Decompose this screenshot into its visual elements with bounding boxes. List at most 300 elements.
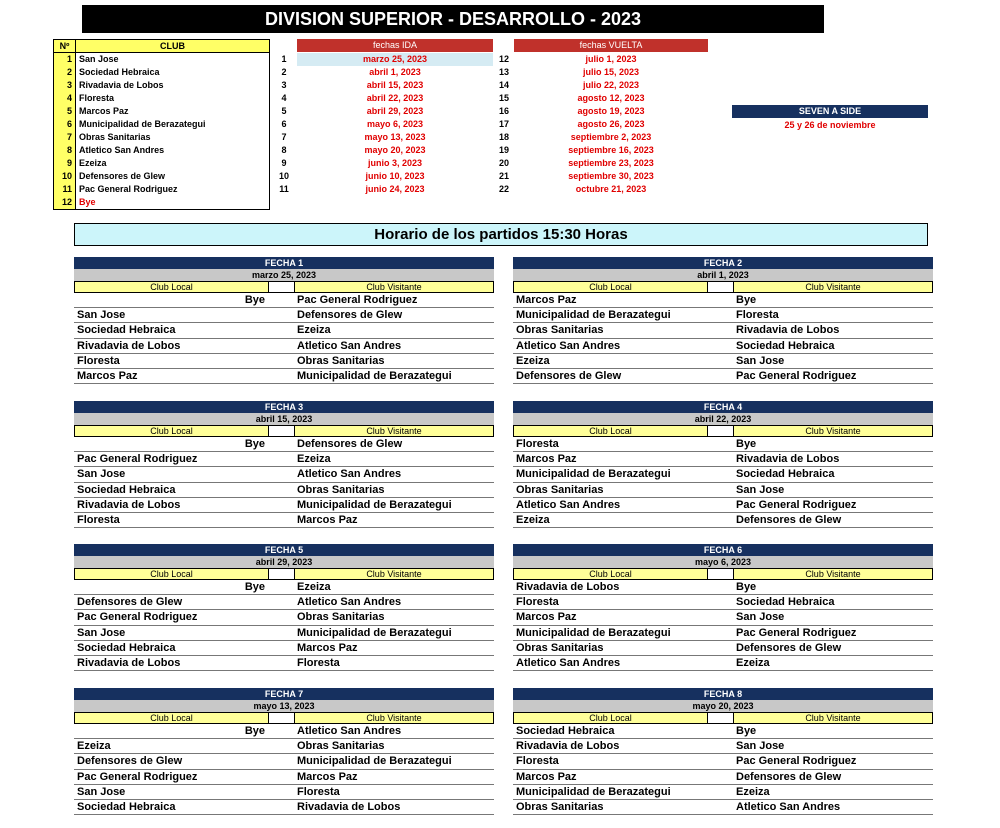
column-headers	[74, 568, 494, 580]
local-club: San Jose	[77, 785, 126, 798]
fecha-ida-number: 1	[281, 54, 287, 64]
visiting-club: Rivadavia de Lobos	[736, 324, 840, 337]
local-club: Atletico San Andres	[516, 656, 621, 669]
match-row	[513, 308, 933, 323]
visiting-club: Pac General Rodriguez	[736, 498, 857, 511]
fecha-date: mayo 20, 2023	[513, 700, 933, 712]
fecha-vuelta-number: 13	[498, 67, 509, 77]
match-row	[74, 354, 494, 369]
match-row	[513, 437, 933, 452]
club-name: Sociedad Hebraica	[79, 67, 160, 77]
match-row	[74, 467, 494, 482]
fecha-ida-date: marzo 25, 2023	[297, 53, 493, 66]
fecha-title: FECHA 5	[74, 544, 494, 556]
match-row	[74, 293, 494, 308]
local-club: Marcos Paz	[516, 294, 577, 306]
visiting-club: Ezeiza	[297, 324, 331, 337]
club-number: 4	[54, 92, 76, 105]
fecha-vuelta-date: septiembre 16, 2023	[568, 145, 654, 155]
local-club: Sociedad Hebraica	[516, 725, 615, 737]
fecha-ida-number: 11	[279, 184, 289, 194]
match-spacer	[708, 339, 733, 353]
fecha-ida-date: mayo 20, 2023	[364, 145, 426, 155]
match-row	[74, 513, 494, 528]
fecha-ida-number: 9	[281, 158, 287, 168]
match-row	[513, 369, 933, 384]
fecha-block	[513, 401, 933, 528]
fecha-vuelta-number: 12	[498, 54, 509, 64]
match-spacer	[708, 513, 733, 527]
fecha-date: abril 22, 2023	[513, 413, 933, 425]
visiting-club: San Jose	[736, 611, 785, 624]
match-spacer	[708, 498, 733, 512]
fecha-vuelta-date: septiembre 30, 2023	[568, 171, 654, 181]
match-spacer	[708, 580, 733, 594]
match-spacer	[708, 641, 733, 655]
club-row	[54, 79, 269, 92]
match-row	[74, 724, 494, 739]
match-row	[513, 580, 933, 595]
fecha-row	[277, 131, 717, 144]
match-spacer	[708, 724, 733, 738]
visiting-club: Defensores de Glew	[736, 641, 842, 654]
match-row	[74, 610, 494, 625]
match-spacer	[708, 800, 733, 814]
fecha-row	[277, 157, 717, 170]
fecha-vuelta-number: 18	[498, 132, 509, 142]
fecha-date: mayo 6, 2023	[513, 556, 933, 568]
fecha-date: marzo 25, 2023	[74, 269, 494, 281]
visiting-club: Floresta	[736, 309, 779, 322]
match-row	[74, 369, 494, 384]
fecha-ida-date: junio 10, 2023	[365, 171, 425, 181]
match-row	[74, 308, 494, 323]
match-spacer	[708, 293, 733, 307]
visiting-club: Pac General Rodriguez	[297, 294, 418, 306]
club-local-header: Club Local	[513, 281, 708, 293]
fechas-vuelta-header: fechas VUELTA	[514, 39, 708, 52]
match-row	[74, 437, 494, 452]
fecha-block	[513, 688, 933, 815]
visiting-club: Obras Sanitarias	[297, 483, 385, 496]
match-row	[513, 785, 933, 800]
visiting-club: Ezeiza	[736, 656, 770, 669]
local-club: Rivadavia de Lobos	[77, 656, 181, 669]
visiting-club: Marcos Paz	[297, 770, 358, 783]
club-number: 1	[54, 53, 76, 66]
fechas-ida-header: fechas IDA	[297, 39, 493, 52]
club-local-header: Club Local	[513, 425, 708, 437]
fecha-row	[277, 79, 717, 92]
match-spacer	[708, 626, 733, 640]
match-row	[74, 498, 494, 513]
fecha-date: abril 1, 2023	[513, 269, 933, 281]
fecha-ida-number: 10	[278, 171, 289, 181]
club-local-header: Club Local	[74, 281, 269, 293]
fecha-vuelta-date: octubre 21, 2023	[575, 184, 647, 194]
fecha-row	[277, 66, 717, 79]
visiting-club: Marcos Paz	[297, 641, 358, 654]
local-club: San Jose	[77, 626, 126, 639]
local-club: San Jose	[77, 309, 126, 322]
local-club: Marcos Paz	[516, 770, 577, 783]
fecha-row	[277, 53, 717, 66]
fecha-date: abril 29, 2023	[74, 556, 494, 568]
fecha-vuelta-date: septiembre 2, 2023	[570, 132, 652, 142]
club-visitante-header: Club Visitante	[294, 568, 494, 580]
match-spacer	[708, 483, 733, 497]
fecha-vuelta-number: 16	[498, 106, 509, 116]
match-row	[513, 656, 933, 671]
visiting-club: Floresta	[297, 785, 340, 798]
club-visitante-header: Club Visitante	[294, 425, 494, 437]
visiting-club: Pac General Rodriguez	[736, 626, 857, 639]
match-row	[513, 339, 933, 354]
match-spacer	[269, 724, 294, 738]
fecha-vuelta-date: julio 22, 2023	[582, 80, 640, 90]
match-row	[74, 770, 494, 785]
column-headers	[74, 712, 494, 724]
match-spacer	[708, 739, 733, 753]
local-club: Sociedad Hebraica	[77, 800, 176, 813]
local-club: Bye	[244, 581, 265, 593]
visiting-club: Defensores de Glew	[736, 770, 842, 783]
seven-a-side-dates: 25 y 26 de noviembre	[784, 120, 876, 130]
match-spacer	[269, 656, 294, 670]
fecha-row	[277, 105, 717, 118]
match-row	[74, 739, 494, 754]
club-number: 5	[54, 105, 76, 118]
local-club: Marcos Paz	[516, 453, 577, 466]
match-row	[74, 483, 494, 498]
club-number: 12	[54, 196, 76, 209]
local-club: Floresta	[77, 513, 120, 526]
match-spacer	[269, 739, 294, 753]
club-name: Rivadavia de Lobos	[79, 80, 164, 90]
match-row	[513, 595, 933, 610]
club-row	[54, 92, 269, 105]
local-club: Pac General Rodriguez	[77, 453, 198, 466]
club-table	[53, 39, 270, 210]
visiting-club: Bye	[736, 438, 757, 450]
match-row	[74, 323, 494, 338]
match-row	[74, 580, 494, 595]
match-row	[513, 483, 933, 498]
fecha-ida-date: junio 24, 2023	[365, 184, 425, 194]
match-row	[513, 641, 933, 656]
club-row	[54, 118, 269, 131]
match-row	[74, 339, 494, 354]
fecha-title: FECHA 6	[513, 544, 933, 556]
club-row	[54, 196, 269, 209]
club-name: Municipalidad de Berazategui	[79, 119, 206, 129]
fecha-ida-number: 5	[281, 106, 287, 116]
match-spacer	[708, 595, 733, 609]
fecha-ida-date: junio 3, 2023	[367, 158, 423, 168]
local-club: Marcos Paz	[516, 611, 577, 624]
column-headers	[513, 281, 933, 293]
club-row	[54, 183, 269, 196]
fecha-vuelta-number: 17	[498, 119, 509, 129]
visiting-club: Atletico San Andres	[297, 596, 402, 609]
fecha-block	[513, 544, 933, 671]
match-spacer	[708, 437, 733, 451]
local-club: Rivadavia de Lobos	[77, 498, 181, 511]
local-club: Ezeiza	[516, 513, 550, 526]
visiting-club: Ezeiza	[736, 785, 770, 798]
club-name: Floresta	[79, 93, 115, 103]
match-spacer	[708, 785, 733, 799]
page-title: DIVISION SUPERIOR - DESARROLLO - 2023	[82, 5, 824, 33]
visiting-club: Floresta	[297, 656, 340, 669]
local-club: Pac General Rodriguez	[77, 611, 198, 624]
local-club: Floresta	[77, 354, 120, 367]
visiting-club: Sociedad Hebraica	[736, 339, 835, 352]
match-row	[74, 754, 494, 769]
match-spacer	[269, 641, 294, 655]
match-spacer	[708, 369, 733, 383]
column-spacer	[269, 425, 294, 437]
local-club: Obras Sanitarias	[516, 800, 604, 813]
match-spacer	[708, 770, 733, 784]
visiting-club: San Jose	[736, 354, 785, 367]
match-spacer	[708, 467, 733, 481]
column-spacer	[708, 712, 733, 724]
club-visitante-header: Club Visitante	[733, 568, 933, 580]
club-number: 11	[54, 183, 76, 196]
visiting-club: Atletico San Andres	[297, 339, 402, 352]
visiting-club: Municipalidad de Berazategui	[297, 498, 452, 511]
club-number: 6	[54, 118, 76, 131]
local-club: Defensores de Glew	[77, 755, 183, 768]
visiting-club: Sociedad Hebraica	[736, 596, 835, 609]
match-spacer	[269, 595, 294, 609]
local-club: Bye	[244, 438, 265, 450]
local-club: Obras Sanitarias	[516, 324, 604, 337]
match-row	[74, 656, 494, 671]
match-row	[513, 800, 933, 815]
club-visitante-header: Club Visitante	[294, 281, 494, 293]
column-spacer	[708, 568, 733, 580]
match-spacer	[269, 580, 294, 594]
visiting-club: Pac General Rodriguez	[736, 369, 857, 382]
match-row	[74, 626, 494, 641]
column-spacer	[708, 281, 733, 293]
match-row	[513, 626, 933, 641]
fecha-block	[74, 688, 494, 815]
fecha-vuelta-date: julio 1, 2023	[585, 54, 637, 64]
match-spacer	[269, 785, 294, 799]
match-spacer	[269, 323, 294, 337]
fecha-row	[277, 144, 717, 157]
match-spacer	[269, 800, 294, 814]
fecha-ida-number: 4	[281, 93, 287, 103]
club-number: 3	[54, 79, 76, 92]
column-headers	[74, 425, 494, 437]
visiting-club: Bye	[736, 581, 757, 593]
club-table-header	[54, 40, 269, 53]
fecha-title: FECHA 3	[74, 401, 494, 413]
fecha-title: FECHA 1	[74, 257, 494, 269]
column-headers	[513, 568, 933, 580]
club-local-header: Club Local	[513, 568, 708, 580]
fechas-schedule	[277, 53, 717, 196]
club-number: 10	[54, 170, 76, 183]
fecha-ida-date: mayo 6, 2023	[366, 119, 424, 129]
visiting-club: Bye	[736, 725, 757, 737]
match-row	[513, 724, 933, 739]
fecha-ida-number: 7	[281, 132, 287, 142]
column-spacer	[708, 425, 733, 437]
visiting-club: Obras Sanitarias	[297, 611, 385, 624]
club-visitante-header: Club Visitante	[733, 712, 933, 724]
visiting-club: Ezeiza	[297, 453, 331, 466]
fecha-ida-date: mayo 13, 2023	[364, 132, 426, 142]
match-row	[74, 641, 494, 656]
visiting-club: Municipalidad de Berazategui	[297, 755, 452, 768]
match-row	[513, 354, 933, 369]
match-spacer	[269, 610, 294, 624]
match-spacer	[269, 467, 294, 481]
visiting-club: Atletico San Andres	[736, 800, 841, 813]
club-visitante-header: Club Visitante	[733, 425, 933, 437]
match-row	[513, 610, 933, 625]
fecha-block	[74, 257, 494, 384]
match-spacer	[708, 656, 733, 670]
visiting-club: Defensores de Glew	[297, 309, 403, 322]
fecha-row	[277, 170, 717, 183]
match-row	[74, 800, 494, 815]
fecha-ida-date: abril 29, 2023	[366, 106, 424, 116]
match-row	[513, 323, 933, 338]
club-visitante-header: Club Visitante	[294, 712, 494, 724]
local-club: Bye	[244, 294, 265, 306]
local-club: Marcos Paz	[77, 369, 138, 382]
fecha-ida-date: abril 15, 2023	[366, 80, 424, 90]
match-spacer	[269, 483, 294, 497]
local-club: Floresta	[516, 596, 559, 609]
local-club: Sociedad Hebraica	[77, 324, 176, 337]
club-row	[54, 53, 269, 66]
match-spacer	[269, 452, 294, 466]
fecha-vuelta-number: 19	[498, 145, 509, 155]
local-club: Municipalidad de Berazategui	[516, 785, 671, 798]
club-name-header: CLUB	[160, 41, 185, 51]
match-spacer	[269, 770, 294, 784]
local-club: Obras Sanitarias	[516, 483, 604, 496]
match-spacer	[269, 437, 294, 451]
visiting-club: Rivadavia de Lobos	[736, 453, 840, 466]
club-name: Marcos Paz	[79, 106, 129, 116]
match-row	[513, 293, 933, 308]
fecha-title: FECHA 8	[513, 688, 933, 700]
club-name: Pac General Rodriguez	[79, 184, 178, 194]
fecha-vuelta-number: 15	[498, 93, 509, 103]
fecha-ida-number: 8	[281, 145, 287, 155]
fecha-row	[277, 183, 717, 196]
club-number: 8	[54, 144, 76, 157]
fecha-vuelta-number: 22	[498, 184, 509, 194]
match-row	[74, 785, 494, 800]
local-club: Rivadavia de Lobos	[516, 740, 620, 753]
match-row	[513, 467, 933, 482]
fecha-title: FECHA 4	[513, 401, 933, 413]
local-club: Pac General Rodriguez	[77, 770, 198, 783]
fecha-vuelta-number: 21	[498, 171, 509, 181]
club-number: 7	[54, 131, 76, 144]
visiting-club: Defensores de Glew	[736, 513, 842, 526]
seven-a-side-header: SEVEN A SIDE	[732, 105, 928, 118]
visiting-club: Obras Sanitarias	[297, 740, 385, 753]
match-spacer	[708, 354, 733, 368]
match-row	[513, 739, 933, 754]
fecha-block	[513, 257, 933, 384]
visiting-club: San Jose	[736, 483, 785, 496]
match-spacer	[269, 513, 294, 527]
local-club: Municipalidad de Berazategui	[516, 626, 671, 639]
fecha-ida-date: abril 1, 2023	[369, 67, 421, 77]
column-spacer	[269, 281, 294, 293]
fecha-block	[74, 401, 494, 528]
match-spacer	[269, 498, 294, 512]
match-spacer	[269, 369, 294, 383]
visiting-club: Sociedad Hebraica	[736, 468, 835, 481]
fecha-ida-number: 3	[281, 80, 287, 90]
club-row	[54, 144, 269, 157]
fecha-date: mayo 13, 2023	[74, 700, 494, 712]
match-row	[513, 754, 933, 769]
fecha-ida-number: 6	[281, 119, 287, 129]
column-spacer	[269, 712, 294, 724]
match-row	[513, 498, 933, 513]
club-row	[54, 157, 269, 170]
local-club: Municipalidad de Berazategui	[516, 309, 671, 322]
fecha-vuelta-date: agosto 26, 2023	[577, 119, 645, 129]
local-club: Rivadavia de Lobos	[77, 339, 181, 352]
match-spacer	[269, 293, 294, 307]
visiting-club: Ezeiza	[297, 581, 331, 593]
match-spacer	[708, 323, 733, 337]
club-number: 9	[54, 157, 76, 170]
match-spacer	[708, 308, 733, 322]
fecha-vuelta-number: 14	[498, 80, 509, 90]
local-club: Atletico San Andres	[516, 339, 621, 352]
club-row	[54, 170, 269, 183]
club-name: San Jose	[79, 54, 119, 64]
local-club: Atletico San Andres	[516, 498, 621, 511]
local-club: Ezeiza	[77, 740, 111, 753]
fecha-row	[277, 92, 717, 105]
fecha-title: FECHA 7	[74, 688, 494, 700]
column-spacer	[269, 568, 294, 580]
match-spacer	[269, 354, 294, 368]
match-time-banner: Horario de los partidos 15:30 Horas	[74, 223, 928, 246]
match-spacer	[269, 339, 294, 353]
visiting-club: Atletico San Andres	[297, 725, 402, 737]
local-club: Sociedad Hebraica	[77, 483, 176, 496]
visiting-club: Atletico San Andres	[297, 468, 402, 481]
club-row	[54, 131, 269, 144]
club-local-header: Club Local	[74, 568, 269, 580]
fecha-block	[74, 544, 494, 671]
fecha-date: abril 15, 2023	[74, 413, 494, 425]
local-club: Defensores de Glew	[516, 369, 622, 382]
match-spacer	[708, 754, 733, 768]
club-name: Defensores de Glew	[79, 171, 166, 181]
local-club: Rivadavia de Lobos	[516, 581, 620, 593]
visiting-club: Marcos Paz	[297, 513, 358, 526]
visiting-club: Rivadavia de Lobos	[297, 800, 401, 813]
